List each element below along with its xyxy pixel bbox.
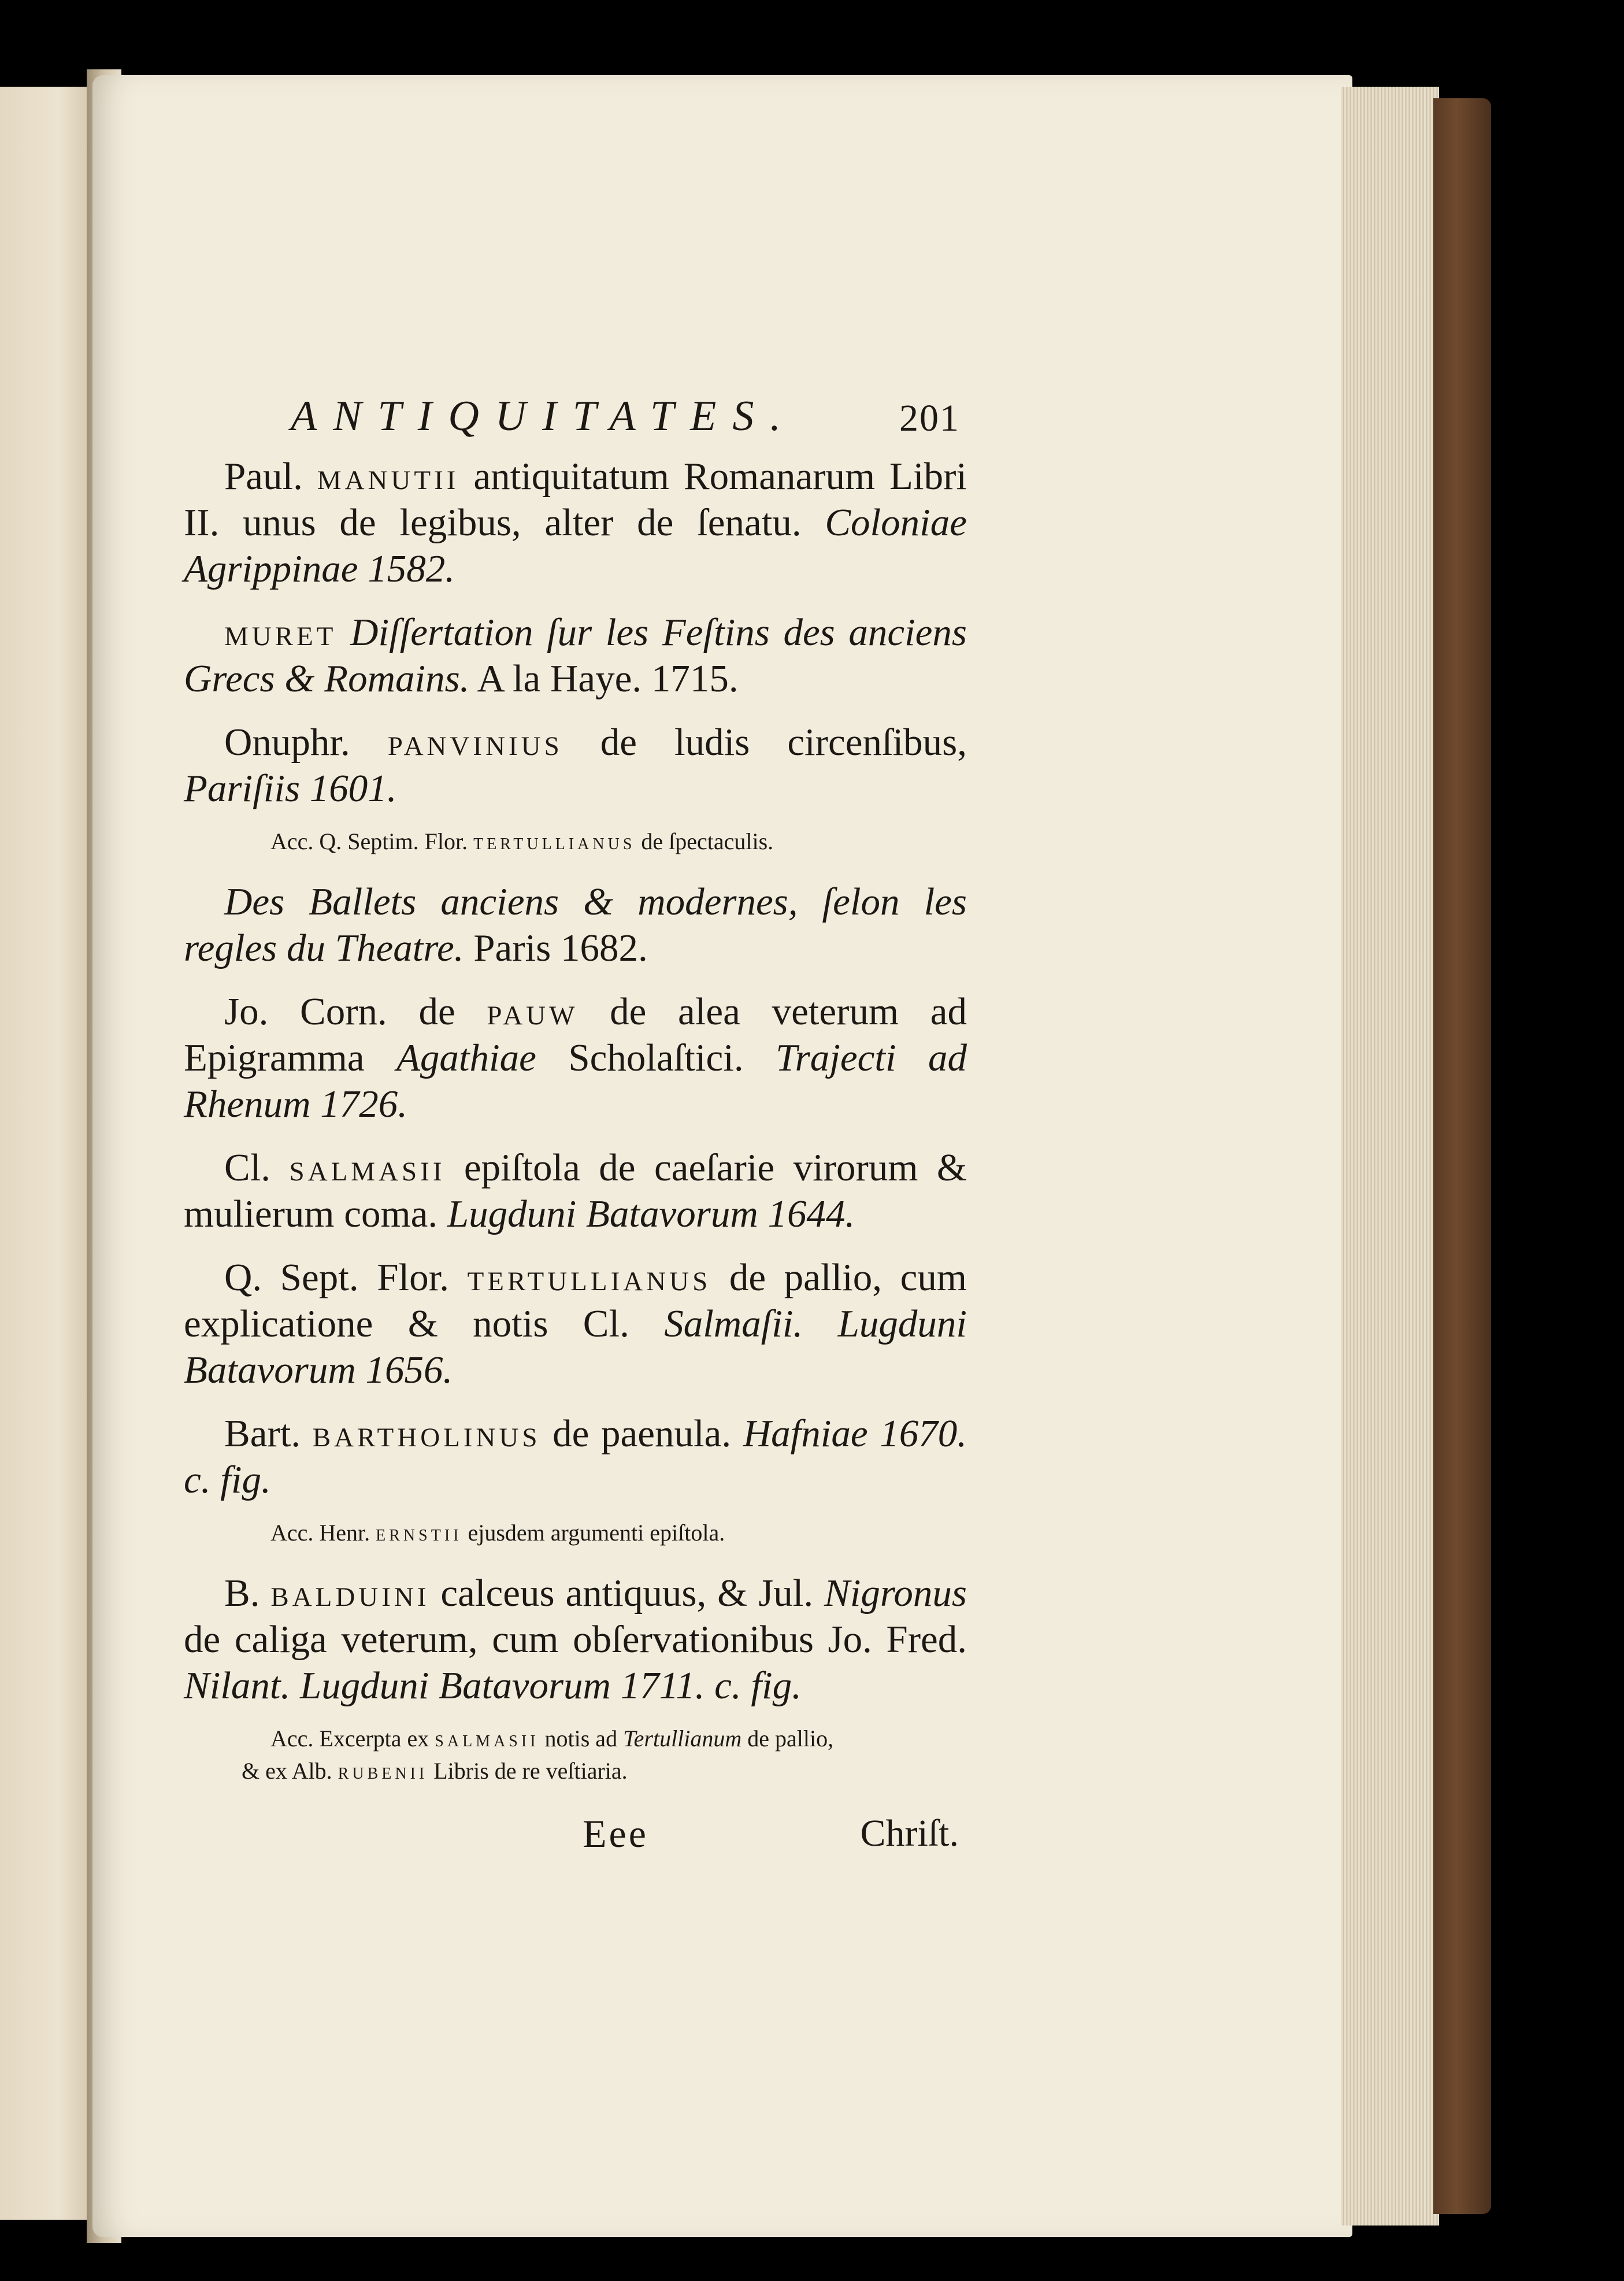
entry-text-italic: Nigronus <box>824 1572 967 1615</box>
imprint: Trajecti ad Rhenum 1726. <box>184 1036 967 1125</box>
facing-page-edge <box>0 87 98 2220</box>
note-text: Libris de re veſtiaria. <box>428 1758 628 1784</box>
note-text: Acc. Henr. <box>270 1520 376 1546</box>
entry-text: de caliga veterum, cum obſervationibus Jo. Fred. <box>184 1618 967 1661</box>
note-text: de ſpectaculis. <box>635 828 774 854</box>
imprint: A la Haye. 1715. <box>469 657 739 700</box>
entry-text: de ludis circenſibus, <box>562 721 967 764</box>
note-text: notis ad <box>539 1725 624 1752</box>
note-line-2 <box>242 1755 967 1787</box>
page-block-edges <box>1341 87 1439 2226</box>
entry-panvinius <box>184 719 967 812</box>
page-text <box>184 393 967 1862</box>
imprint: Nilant. Lugduni Batavorum 1711. c. fig. <box>184 1664 802 1707</box>
running-title: ANTIQUITATES. <box>291 392 797 440</box>
imprint: Pariſiis 1601. <box>184 767 397 810</box>
entry-text: de paenula. <box>540 1412 743 1455</box>
imprint: Lugduni Batavorum 1644. <box>447 1193 855 1235</box>
entry-bartholinus <box>184 1410 967 1503</box>
entry-text: epiſtola de caeſarie virorum & mulierum coma. <box>184 1146 967 1235</box>
entry-balduinus <box>184 1570 967 1709</box>
author-name: salmasii <box>435 1725 539 1752</box>
page-footer <box>184 1810 967 1862</box>
entry-ballets <box>184 879 967 971</box>
note-excerpta <box>184 1723 967 1787</box>
author-name: tertullianus <box>473 828 636 854</box>
catchword: Chriſt. <box>860 1812 959 1854</box>
book-title: Diſſertation ſur les Feſtins des anciens Grecs & Romains. <box>184 611 967 700</box>
entry-tertullianus-pallio <box>184 1254 967 1393</box>
entry-pauw <box>184 988 967 1127</box>
book-title: Des Ballets anciens & modernes, ſelon les regles du Theatre. <box>184 880 967 969</box>
page-number: 201 <box>899 397 960 439</box>
author-name: manutii <box>317 455 459 498</box>
author-name: rubenii <box>338 1758 428 1784</box>
entry-text: Paul. <box>224 455 317 498</box>
author-name: ernstii <box>376 1520 462 1546</box>
entry-text: de pallio, cum explicatione & notis Cl. <box>184 1256 967 1345</box>
entry-text: Jo. Corn. de <box>224 990 487 1033</box>
note-text: Acc. Q. Septim. Flor. <box>270 828 474 854</box>
author-name: pauw <box>487 990 579 1033</box>
entry-text: de alea veterum ad Epigramma <box>184 990 967 1079</box>
note-text: de pallio, <box>741 1725 834 1752</box>
entry-text: Cl. <box>224 1146 290 1189</box>
book-cover-edge <box>1433 98 1491 2214</box>
note-text: & ex Alb. <box>242 1758 338 1784</box>
note-text: ejusdem argumenti epiſtola. <box>462 1520 725 1546</box>
author-name: tertullianus <box>467 1256 711 1299</box>
entry-text: B. <box>224 1572 271 1615</box>
entry-text: Scholaſtici. <box>536 1036 776 1079</box>
page-header <box>184 393 967 451</box>
note-text-italic: Tertullianum <box>623 1725 742 1752</box>
entry-text: calceus antiquus, & Jul. <box>429 1572 825 1615</box>
entry-muret <box>184 609 967 702</box>
imprint: Coloniae Agrippinae 1582. <box>184 501 967 590</box>
author-name: salmasii <box>289 1146 446 1189</box>
entry-text: antiquitatum Romanarum Libri II. unus de legibus, alter de ſenatu. <box>184 455 967 544</box>
signature-mark: Eee <box>583 1812 648 1856</box>
author-name: panvinius <box>387 721 563 764</box>
entry-salmasius <box>184 1145 967 1237</box>
note-tertullianus <box>184 825 967 858</box>
imprint: Hafniae 1670. c. fig. <box>184 1412 967 1501</box>
author-name: bartholinus <box>312 1412 541 1455</box>
entry-text: Onuphr. <box>224 721 388 764</box>
author-name: balduini <box>270 1572 430 1615</box>
imprint: Salmaſii. Lugduni Batavorum 1656. <box>184 1302 967 1391</box>
note-ernstius <box>184 1517 967 1549</box>
author-name: muret <box>224 611 337 654</box>
imprint: Paris 1682. <box>464 927 648 969</box>
entry-manutius <box>184 453 967 592</box>
note-text: Acc. Excerpta ex <box>270 1725 435 1752</box>
entry-text: Bart. <box>224 1412 313 1455</box>
entry-text: Q. Sept. Flor. <box>224 1256 468 1299</box>
entry-text-italic: Agathiae <box>396 1036 536 1079</box>
